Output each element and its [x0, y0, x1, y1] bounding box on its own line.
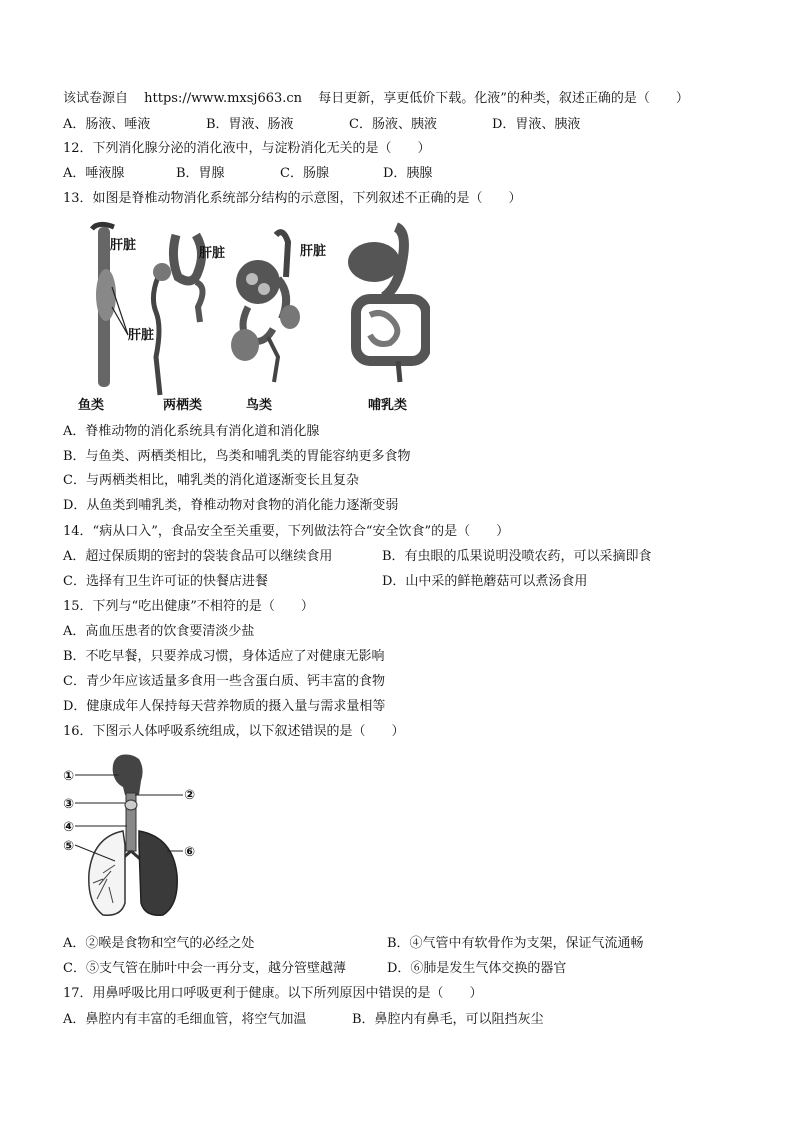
liver-label: 肝脏	[199, 246, 226, 261]
q11-option-c: C．肠液、胰液	[349, 117, 437, 132]
q16-option-a: A．②喉是食物和空气的必经之处	[63, 936, 255, 951]
header-line	[63, 90, 689, 108]
marker-4: ④	[63, 820, 75, 835]
q11-option-a: A．肠液、唾液	[63, 117, 151, 132]
digestive-system-figure	[78, 217, 430, 415]
marker-2: ②	[184, 788, 196, 803]
q14-option-b: B．有虫眼的瓜果说明没喷农药，可以采摘即食	[382, 549, 652, 564]
q16-option-c: C．⑤支气管在肺叶中会一再分支，越分管壁越薄	[63, 961, 346, 976]
q16-option-b: B．④气管中有软骨作为支架，保证气流通畅	[387, 936, 644, 951]
q13-stem: 13．如图是脊椎动物消化系统部分结构的示意图，下列叙述不正确的是（ ）	[63, 191, 522, 206]
q15-option-b: B．不吃早餐，只要养成习惯，身体适应了对健康无影响	[63, 649, 385, 664]
q11-option-b: B．胃液、肠液	[206, 117, 294, 132]
q12-option-d: D．胰腺	[383, 166, 433, 181]
q17-option-a: A．鼻腔内有丰富的毛细血管，将空气加温	[63, 1012, 307, 1027]
liver-label: 肝脏	[128, 328, 155, 343]
mammal-digestive-tract	[348, 227, 426, 382]
q12-option-b: B．胃腺	[176, 166, 225, 181]
respiratory-system-diagram	[63, 753, 209, 923]
q12-option-c: C．肠腺	[280, 166, 329, 181]
animal-label: 哺乳类	[368, 398, 408, 413]
q17-option-b: B．鼻腔内有鼻毛，可以阻挡灰尘	[352, 1012, 544, 1027]
animal-label: 鱼类	[78, 398, 105, 413]
digestive-system-diagram	[78, 217, 430, 415]
q12-option-a: A．唾液腺	[63, 166, 125, 181]
q16-option-d: D．⑥肺是发生气体交换的器官	[387, 961, 567, 976]
marker-3: ③	[63, 797, 75, 812]
header-prefix: 该试卷源自	[63, 91, 129, 106]
q15-option-c: C．青少年应该适量多食用一些含蛋白质、钙丰富的食物	[63, 674, 385, 689]
q13-option-d: D．从鱼类到哺乳类，脊椎动物对食物的消化能力逐渐变弱	[63, 498, 399, 513]
header-suffix: 每日更新，享更低价下载。化液”的种类，叙述正确的是（ ）	[318, 91, 689, 106]
q17-stem: 17．用鼻呼吸比用口呼吸更利于健康。以下所列原因中错误的是（ ）	[63, 986, 483, 1001]
q11-option-d: D．胃液、胰液	[492, 117, 581, 132]
marker-1: ①	[63, 769, 75, 784]
bird-digestive-tract	[231, 232, 300, 382]
q14-option-d: D．山中采的鲜艳蘑菇可以煮汤食用	[382, 574, 588, 589]
respiratory-system-figure	[63, 753, 209, 923]
liver-label: 肝脏	[110, 238, 137, 253]
liver-label: 肝脏	[300, 244, 327, 259]
q15-option-a: A．高血压患者的饮食要清淡少盐	[63, 624, 255, 639]
q13-option-a: A．脊椎动物的消化系统具有消化道和消化腺	[63, 424, 320, 439]
q13-option-b: B．与鱼类、两栖类相比，鸟类和哺乳类的胃能容纳更多食物	[63, 449, 411, 464]
q16-stem: 16．下图示人体呼吸系统组成，以下叙述错误的是（ ）	[63, 724, 405, 739]
q15-stem: 15．下列与“吃出健康”不相符的是（ ）	[63, 599, 314, 614]
q14-option-a: A．超过保质期的密封的袋装食品可以继续食用	[63, 549, 333, 564]
q12-stem: 12．下列消化腺分泌的消化液中，与淀粉消化无关的是（ ）	[63, 141, 431, 156]
marker-5: ⑤	[63, 839, 75, 854]
q15-option-d: D．健康成年人保持每天营养物质的摄入量与需求量相等	[63, 699, 386, 714]
q14-stem: 14．“病从口入”，食品安全至关重要，下列做法符合“安全饮食”的是（ ）	[63, 524, 510, 539]
q14-option-c: C．选择有卫生许可证的快餐店进餐	[63, 574, 268, 589]
q13-option-c: C．与两栖类相比，哺乳类的消化道逐渐变长且复杂	[63, 473, 359, 488]
amphibian-digestive-tract	[153, 235, 203, 395]
animal-label: 两栖类	[163, 398, 203, 413]
header-url[interactable]: https://www.mxsj663.cn	[144, 91, 303, 106]
marker-6: ⑥	[184, 845, 196, 860]
animal-label: 鸟类	[246, 398, 273, 413]
